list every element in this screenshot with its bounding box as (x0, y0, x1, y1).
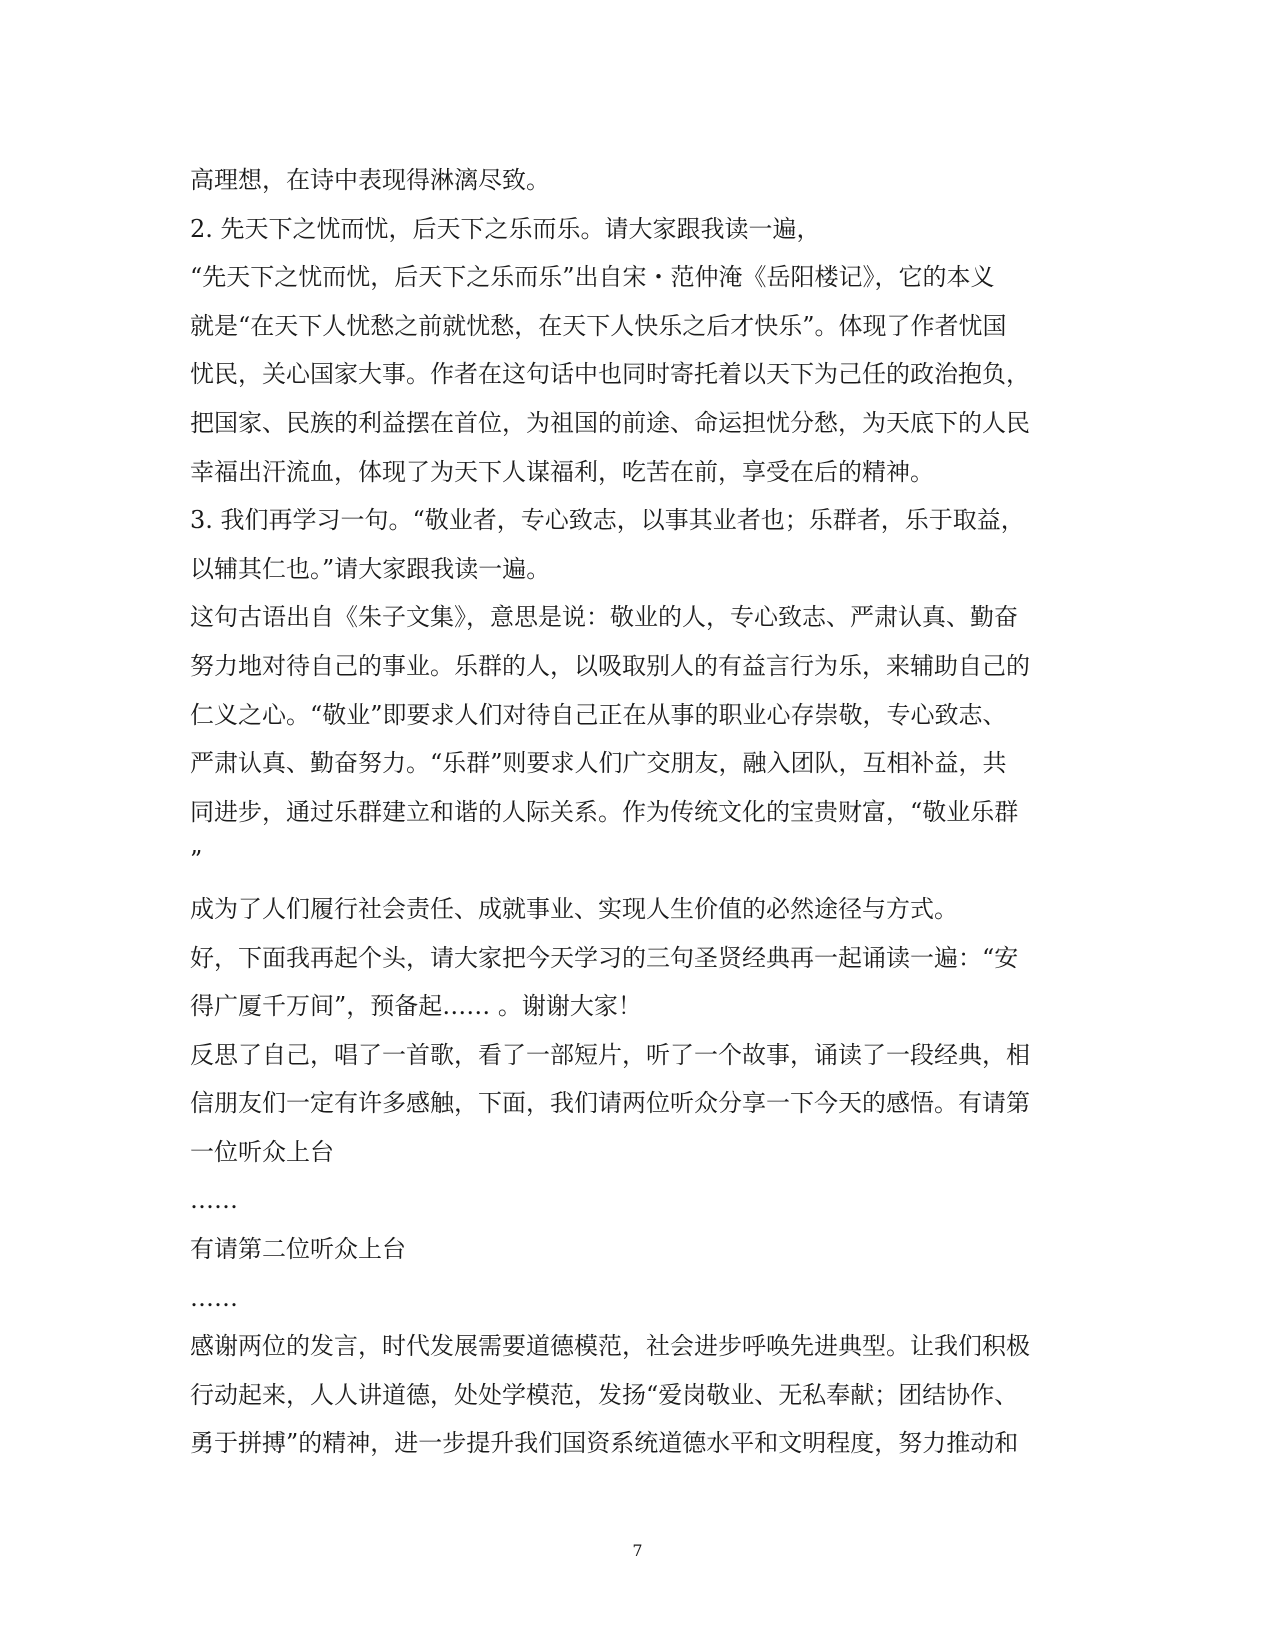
text-line: 3. 我们再学习一句。“敬业者，专心致志，以事其业者也；乐群者，乐于取益， (190, 506, 1025, 535)
text-line: 严肃认真、勤奋努力。“乐群”则要求人们广交朋友，融入团队，互相补益，共 (190, 749, 1007, 778)
text-line: 行动起来，人人讲道德，处处学模范，发扬“爱岗敬业、无私奉献；团结协作、 (190, 1380, 1019, 1409)
text-line: 好，下面我再起个头，请大家把今天学习的三句圣贤经典再一起诵读一遍：“安 (190, 943, 1019, 972)
text-line: 幸福出汗流血，体现了为天下人谋福利，吃苦在前，享受在后的精神。 (190, 457, 934, 486)
text-line: 信朋友们一定有许多感触，下面，我们请两位听众分享一下今天的感悟。有请第 (190, 1089, 1030, 1118)
text-line: 成为了人们履行社会责任、成就事业、实现人生价值的必然途径与方式。 (190, 894, 958, 923)
text-line: …… (190, 1186, 238, 1215)
page-number: 7 (632, 1541, 643, 1560)
text-line: 反思了自己，唱了一首歌，看了一部短片，听了一个故事，诵读了一段经典，相 (190, 1040, 1030, 1069)
text-line: 同进步，通过乐群建立和谐的人际关系。作为传统文化的宝贵财富，“敬业乐群 (190, 797, 1019, 826)
text-line: 以辅其仁也。”请大家跟我读一遍。 (190, 554, 551, 583)
text-line: 把国家、民族的利益摆在首位，为祖国的前途、命运担忧分愁，为天底下的人民 (190, 408, 1030, 437)
text-line: 就是“在天下人忧愁之前就忧愁，在天下人快乐之后才快乐”。体现了作者忧国 (190, 311, 1007, 340)
text-line: 努力地对待自己的事业。乐群的人，以吸取别人的有益言行为乐，来辅助自己的 (190, 651, 1030, 680)
text-line: 2. 先天下之忧而忧，后天下之乐而乐。请大家跟我读一遍， (190, 214, 821, 243)
text-line: 仁义之心。“敬业”即要求人们对待自己正在从事的职业心存崇敬，专心致志、 (190, 700, 1007, 729)
text-line: 感谢两位的发言，时代发展需要道德模范，社会进步呼唤先进典型。让我们积极 (190, 1332, 1030, 1361)
document-body (190, 156, 1070, 1468)
text-line: 这句古语出自《朱子文集》，意思是说：敬业的人，专心致志、严肃认真、勤奋 (190, 603, 1018, 632)
text-line: 得广厦千万间”，预备起…… 。谢谢大家！ (190, 992, 642, 1021)
text-line: 有请第二位听众上台 (190, 1235, 406, 1264)
text-line: …… (190, 1283, 238, 1312)
text-line: ” (190, 846, 203, 875)
text-line: 一位听众上台 (190, 1137, 334, 1166)
text-line: 高理想，在诗中表现得淋漓尽致。 (190, 166, 550, 194)
text-line: 勇于拼搏”的精神，进一步提升我们国资系统道德水平和文明程度，努力推动和 (190, 1429, 1019, 1458)
text-line: 忧民，关心国家大事。作者在这句话中也同时寄托着以天下为己任的政治抱负， (190, 360, 1030, 389)
text-line: “先天下之忧而忧，后天下之乐而乐”出自宋・范仲淹《岳阳楼记》，它的本义 (190, 263, 995, 292)
